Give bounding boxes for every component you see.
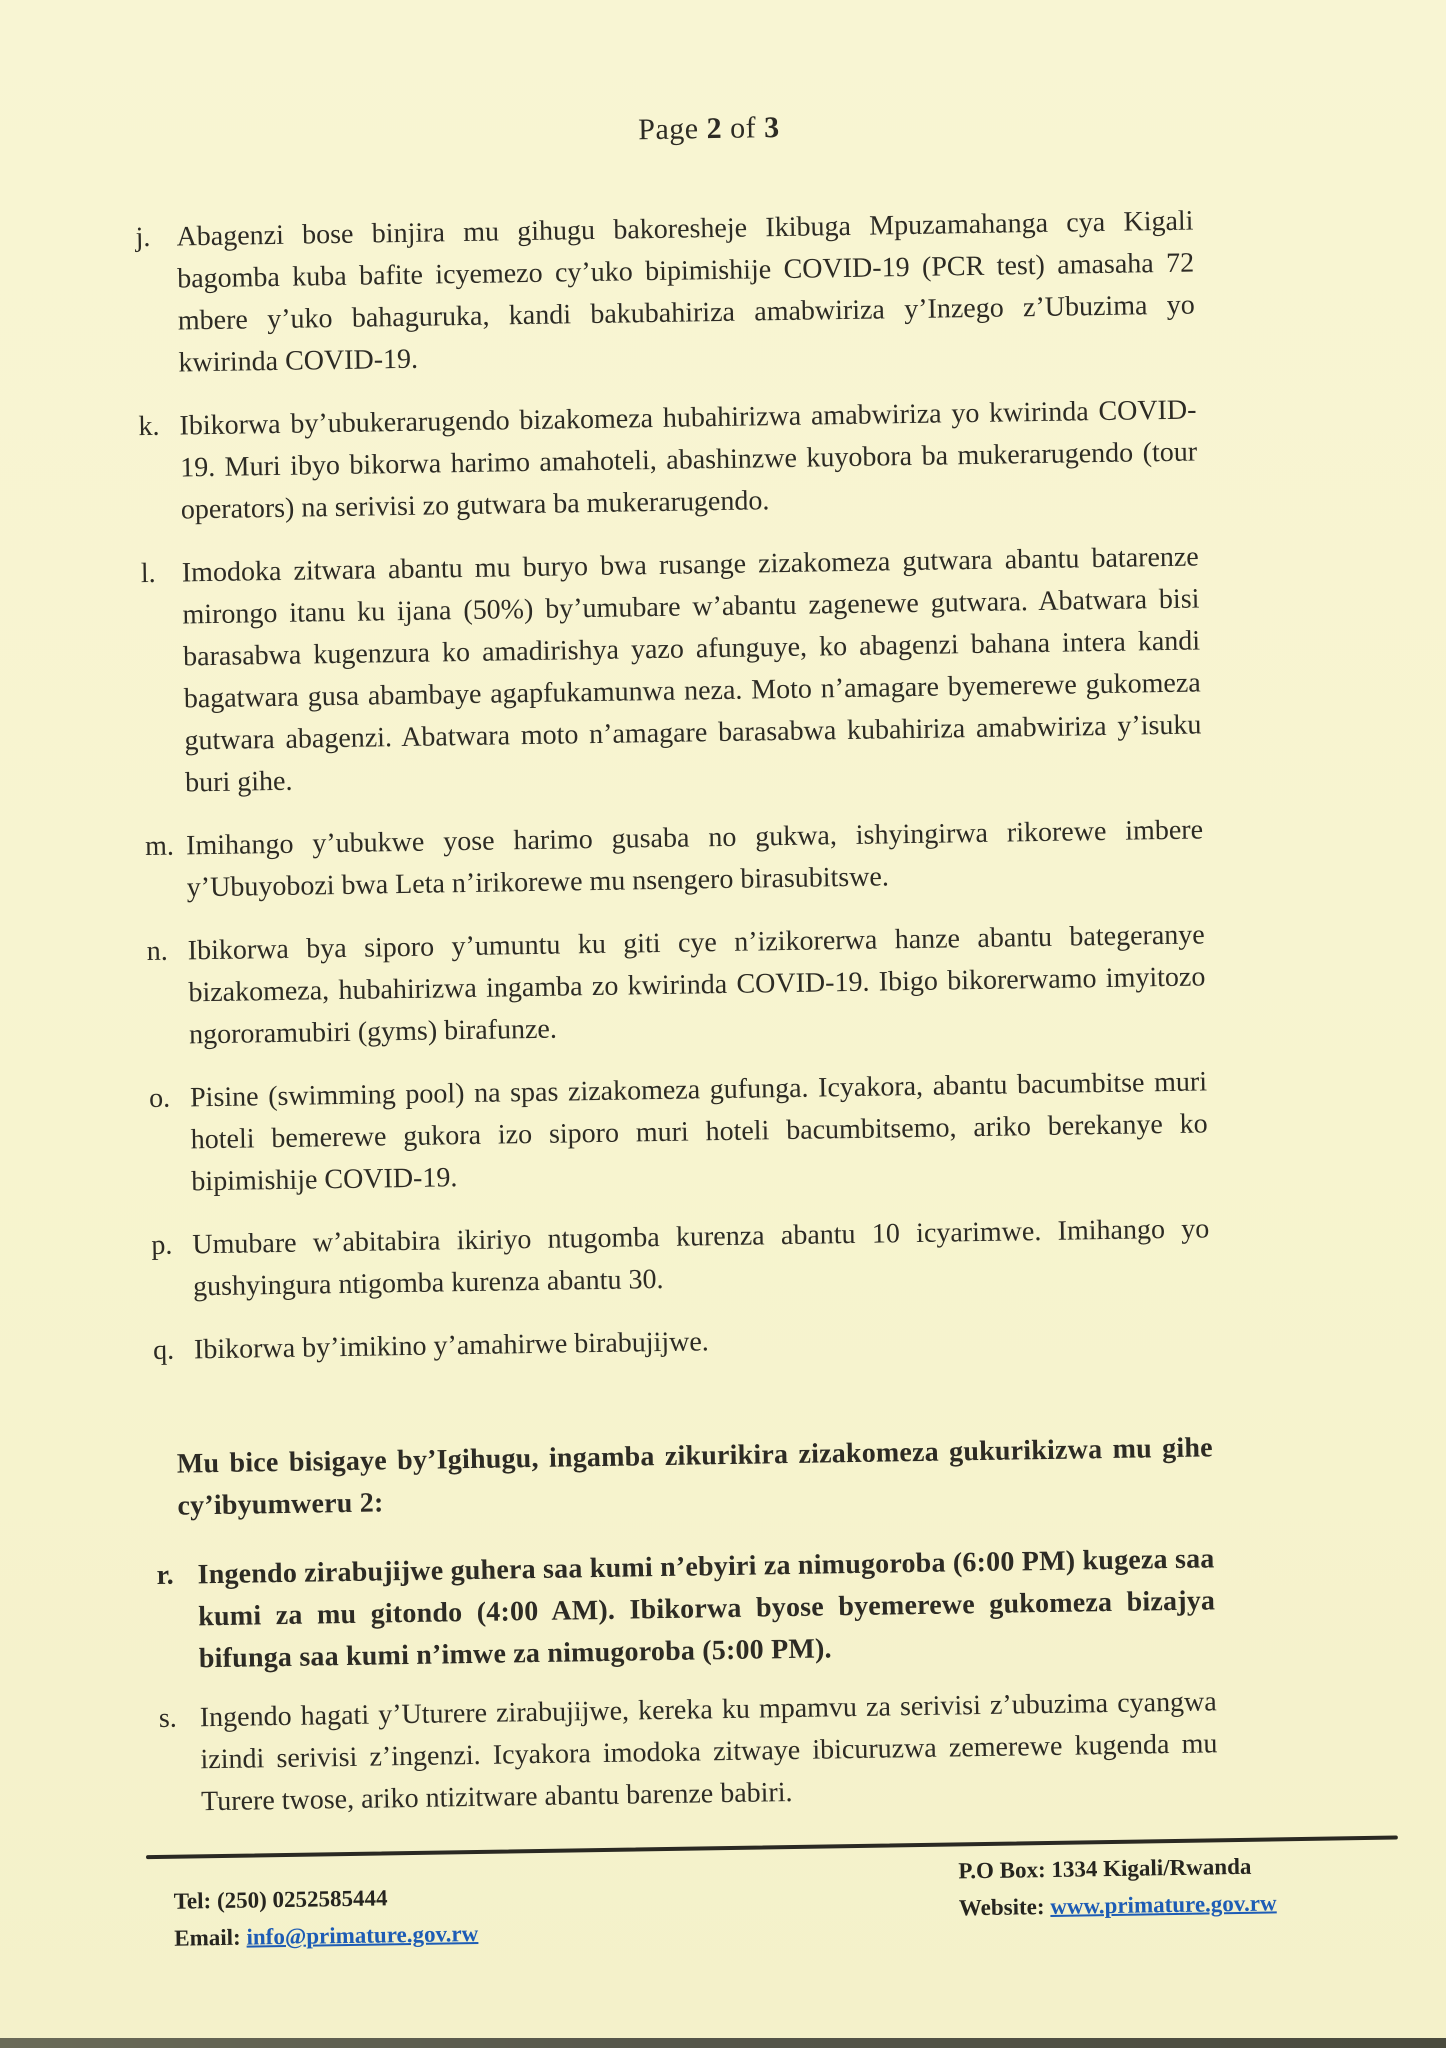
list-marker: s. (158, 1702, 177, 1734)
page-footer (13, 1835, 1446, 1951)
list-marker: o. (148, 1082, 171, 1115)
tel-label: Tel: (173, 1888, 212, 1914)
website-link[interactable]: www.primature.gov.rw (1050, 1890, 1277, 1919)
list-item-text: Umubare w’abitabira ikiriyo ntugomba kurenza abantu 10 icyarimwe. Imihango yo gushyingura ntigomba kurenza abantu 30. (192, 1213, 1210, 1303)
list-item-o (149, 1061, 1209, 1204)
website-label: Website: (958, 1894, 1045, 1921)
list-marker: q. (152, 1334, 175, 1366)
footer-email-line (174, 1915, 479, 1957)
list-marker: k. (138, 410, 160, 443)
list-item-text: Ingendo zirabujijwe guhera saa kumi n’ebyiri za nimugoroba (6:00 PM) kugeza saa kumi za mu gitondo (4:00 AM). Ibikorwa byose byemerewe gukomeza bizajya bifunga saa kumi n’imwe za nimugoroba (5:00 PM). (197, 1543, 1216, 1675)
footer-tel-line (173, 1878, 478, 1920)
section-note: Mu bice bisigaye by’Igihugu, ingamba zikurikira zizakomeza gukurikizwa mu gihe cy’ibyumweru 2: (176, 1432, 1213, 1522)
list-item-text: Abagenzi bose binjira mu gihugu bakoresheje Ikibuga Mpuzamahanga cya Kigali bagomba kuba bafite icyemezo cy’uko bipimishije COVID-19 (PCR test) amasaha 72 mbere y’uko bahaguruka, kandi bakubahiriza amabwiriza y’Inzego z’Ubuzima yo kwirinda COVID-19. (176, 205, 1196, 379)
list-item-s (159, 1681, 1219, 1824)
page-number-total: 3 (763, 111, 780, 145)
list-item-text: Pisine (swimming pool) na spas zizakomeza gufunga. Icyakora, abantu bacumbitse muri hoteli bemerewe gukora izo siporo muri hoteli bacumbitsemo, ariko berekanye ko bipimishije COVID-19. (189, 1066, 1208, 1198)
email-label: Email: (174, 1924, 241, 1951)
tel-value: (250) 0252585444 (216, 1885, 388, 1914)
list-item-n (146, 914, 1206, 1057)
list-marker: l. (140, 557, 156, 590)
footer-pobox-line (958, 1847, 1276, 1889)
pobox-label: P.O Box: (958, 1857, 1046, 1884)
list-item-m (145, 809, 1204, 910)
list-marker: r. (156, 1559, 175, 1591)
list-item-l (141, 536, 1203, 805)
list-marker: m. (144, 830, 175, 863)
list-item-q (153, 1313, 1212, 1372)
list-marker: p. (151, 1229, 173, 1262)
list-item-text: Ingendo hagati y’Uturere zirabujijwe, kereka ku mpamvu za serivisi z’ubuzima cyangwa izindi serivisi z’ingenzi. Icyakora imodoka zitwaye ibicuruzwa zemerewe kugenda mu Turere twose, ariko ntizitware abantu barenze babiri. (199, 1686, 1218, 1818)
list-item-text: Imodoka zitwara abantu mu buryo bwa rusange zizakomeza gutwara abantu batarenze mirongo itanu ku ijana (50%) by’umubare w’abantu zagenewe gutwara. Abatwara bisi barasabwa kugenzura ko amadirishya yazo afunguye, ko abagenzi bahana intera kandi bagatwara gusa abambaye agapfukamunwa neza. Moto n’amagare byemerewe gukomeza gutwara abagenzi. Abatwara moto n’amagare barasabwa kubahiriza amabwiriza y’isuku buri gihe. (181, 541, 1202, 799)
scan-edge-artifact (0, 2038, 1446, 2048)
list-item-k (138, 389, 1198, 532)
list-item-text: Ibikorwa bya siporo y’umuntu ku giti cye n’izikorerwa hanze abantu bategeranye bizakomeza, hubahirizwa ingamba zo kwirinda COVID-19. Ibigo bikorerwamo imyitozo ngororamubiri (gyms) birafunze. (187, 919, 1206, 1051)
email-link[interactable]: info@primature.gov.rw (246, 1920, 479, 1950)
measures-list (135, 201, 1218, 1824)
pobox-value: 1334 Kigali/Rwanda (1051, 1853, 1252, 1882)
list-marker: n. (146, 935, 169, 968)
page-number (0, 101, 1432, 158)
list-item-text: Imihango y’ubukwe yose harimo gusaba no gukwa, ishyingirwa rikorewe imbere y’Ubuyobozi bwa Leta n’irikorewe mu nsengero birasubitswe. (185, 814, 1204, 904)
page-number-of: of (729, 111, 757, 145)
list-item-text: Ibikorwa by’imikino y’amahirwe birabujijwe. (193, 1326, 709, 1366)
list-marker: j. (135, 221, 151, 254)
list-item-p (151, 1208, 1210, 1309)
page-number-current: 2 (706, 111, 723, 146)
page-number-prefix: Page (638, 112, 699, 147)
list-item-r (156, 1538, 1216, 1681)
list-item-text: Ibikorwa by’ubukerarugendo bizakomeza hubahirizwa amabwiriza yo kwirinda COVID-19. Muri ibyo bikorwa harimo amahoteli, abashinzwe kuyobora ba mukerarugendo (tour operators) na serivisi zo gutwara ba mukerarugendo. (179, 394, 1198, 526)
footer-contact-right (958, 1847, 1277, 1926)
footer-contact-left (173, 1878, 478, 1957)
list-item-j (135, 201, 1196, 386)
footer-website-line (959, 1884, 1277, 1926)
